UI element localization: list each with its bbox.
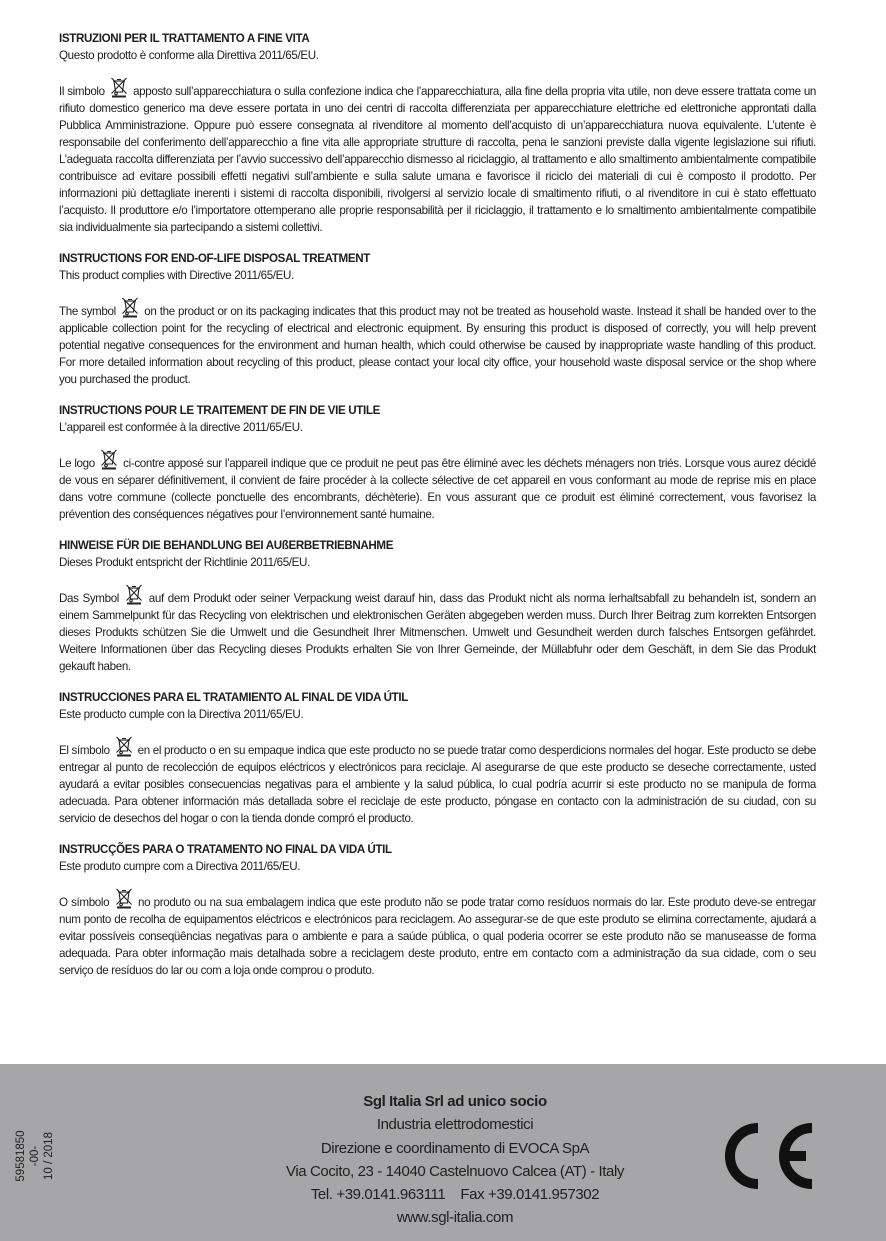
weee-bin-icon (121, 296, 139, 318)
ce-mark-icon (716, 1120, 816, 1192)
body-text: en el producto o en su empaque indica que este producto no se puede tratar como desperdicions normales del hogar. Este producto se debe entregar al punto de recolección de equipos eléctricos y electrónicos para reciclaje. Al asegurarse de que este producto se deseche correctamente, usted ayudará a evitar posibles consecuencias negativas para el ambiente y la salud pública, lo cual podría acurrir si este producto no se manipula de forma adecuada. Para obtener información más detallada sobre el reciclaje de este producto, póngase en contacto con la administración de su ciudad, con su servicio de desechos del hogar o con la tienda donde compró el producto. (59, 744, 816, 825)
section-spanish (59, 689, 816, 827)
weee-bin-icon (110, 76, 128, 98)
weee-bin-icon (125, 583, 143, 605)
section-directive: Este producto cumple con la Directiva 2011/65/EU. (59, 708, 304, 721)
weee-bin-icon (115, 887, 133, 909)
section-directive: Este produto cumpre com a Directiva 2011/65/EU. (59, 860, 301, 873)
section-directive: L’appareil est conformée à la directive 2011/65/EU. (59, 421, 303, 434)
section-body (59, 76, 816, 236)
section-directive: Questo prodotto è conforme alla Direttiva 2011/65/EU. (59, 49, 319, 62)
body-lead: Il simbolo (59, 85, 105, 98)
code-number: 59581850 (15, 1130, 27, 1182)
section-german (59, 537, 816, 675)
body-text: auf dem Produkt oder seiner Verpackung weist darauf hin, dass das Produkt nicht als norma lerhaltsabfall zu behandeln ist, sondern an einem Sammelpunkt für das Recycling von elektrischen und elektronischen Geräten abgegeben werden muss. Durch Ihrer Beitrag zum korrekten Entsorgen dieses Produkts schützen Sie die Umwelt und die Gesundheit Ihrer Mitmenschen. Umwelt und Gesundheit werden durch falsches Entsorgen gefährdet. Weitere Informationen über das Recycling dieses Produkts erhalten Sie von Ihrer Gemeinde, der Müllabfuhr oder dem Geschäft, in dem Sie das Produkt gekauft haben. (59, 592, 816, 673)
section-body (59, 735, 816, 827)
section-english (59, 250, 816, 388)
section-heading: INSTRUCTIONS POUR LE TRAITEMENT DE FIN DE VIE UTILE (59, 404, 380, 417)
body-lead: The symbol (59, 305, 116, 318)
code-date: 10 / 2018 (43, 1132, 55, 1180)
section-body (59, 583, 816, 675)
document-body (59, 30, 816, 993)
code-revision: -00- (29, 1145, 41, 1167)
section-directive: This product complies with Directive 2011/65/EU. (59, 269, 294, 282)
body-text: apposto sull’apparecchiatura o sulla confezione indica che l’apparecchiatura, alla fine della propria vita utile, non deve essere trattata come un rifiuto domestico generico ma deve essere portata in uno dei centri di raccolta differenziata per apparecchiature elettriche ed elettroniche approntati dalla Pubblica Amministrazione. Oppure può essere consegnata al rivenditore al momento dell’acquisto di un’apparecchiatura nuova equivalente. L’utente è responsabile del conferimento dell’apparecchio a fine vita alle appropriate strutture di raccolta, pena le sanzioni previste dalla vigente legislazione sui rifiuti. L’adeguata raccolta differenziata per l’avvio successivo dell’apparecchio dismesso al riciclaggio, al trattamento e allo smaltimento ambientalmente compatibile contribuisce ad evitare possibili effetti negativi sull’ambiente e sulla salute umana e favorisce il riciclo dei materiali di cui è composto il prodotto. Per informazioni più dettagliate inerenti i sistemi di raccolta disponibili, rivolgersi al servizio locale di smaltimento rifiuti, o al rivenditore in cui è stato effettuato l’acquisto. Il produttore e/o l’importatore ottemperano alle proprie responsabilità per il riciclaggio, il trattamento e lo smaltimento ambientalmente compatibile sia individualmente sia partecipando a sistemi collettivi. (59, 85, 817, 234)
section-italian (59, 30, 816, 236)
company-name: Sgl Italia Srl ad unico socio (363, 1093, 547, 1110)
section-directive: Dieses Produkt entspricht der Richtlinie 2011/65/EU. (59, 556, 310, 569)
body-lead: O símbolo (59, 896, 110, 909)
body-lead: El símbolo (59, 744, 110, 757)
body-lead: Das Symbol (59, 592, 120, 605)
section-heading: INSTRUCCIONES PARA EL TRATAMIENTO AL FINAL DE VIDA ÚTIL (59, 691, 408, 704)
company-phone-fax: Tel. +39.0141.963111 Fax +39.0141.957302 (310, 1186, 600, 1204)
company-industry: Industria elettrodomestici (376, 1116, 534, 1134)
company-info (180, 1090, 730, 1230)
body-text: on the product or on its packaging indicates that this product may not be treated as household waste. Instead it shall be handed over to the applicable collection point for the recycling of electrical and electronic equipment. By ensuring this product is disposed of correctly, you will help prevent potential negative consequences for the environment and human health, which could otherwise be caused by inappropriate waste handling of this product. For more detailed information about recycling of this product, please contact your local city office, your household waste disposal service or the shop where you purchased the product. (59, 305, 817, 386)
section-heading: ISTRUZIONI PER IL TRATTAMENTO A FINE VITA (59, 32, 310, 45)
body-lead: Le logo (59, 457, 95, 470)
section-heading: INSTRUCÇÕES PARA O TRATAMENTO NO FINAL DA VIDA ÚTIL (59, 843, 392, 856)
body-text: ci-contre apposé sur l’appareil indique que ce produit ne peut pas être éliminé avec les déchets ménagers non triés. Lorsque vous aurez décidé de vous en séparer définitivement, il convient de faire procéder à la collecte sélective de cet appareil en vous conformant au mode de reprise mis en place dans votre commune (collecte ponctuelle des encombrants, déchèterie). En vous assurant que ce produit est éliminé correctement, vous favorisez la prévention des conséquences négatives pour l’environnement santé humaine. (59, 457, 816, 521)
section-heading: HINWEISE FÜR DIE BEHANDLUNG BEI AUßERBETRIEBNAHME (59, 539, 394, 552)
company-address: Via Cocito, 23 - 14040 Castelnuovo Calcea (AT) - Italy (285, 1162, 625, 1180)
section-french (59, 402, 816, 523)
weee-bin-icon (115, 735, 133, 757)
section-body (59, 887, 816, 979)
section-body (59, 448, 816, 523)
company-website: www.sgl-italia.com (396, 1209, 514, 1227)
company-direction: Direzione e coordinamento di EVOCA SpA (320, 1139, 590, 1157)
section-heading: INSTRUCTIONS FOR END-OF-LIFE DISPOSAL TREATMENT (59, 252, 370, 265)
body-text: no produto ou na sua embalagem indica que este produto não se pode tratar como resíduos normais do lar. Este produto deve-se entregar num ponto de recolha de equipamentos eléctricos e electrónicos para reciclagem. Ao assegurar-se de que este produto se elimina correctamente, ajudará a evitar possíveis conseqüências negativas para o ambiente e para a saúde pública, o qual poderia ocorrer se este produto não se manuseasse de forma adequada. Para obter informação mais detalhada sobre a reciclagem deste produto, entre em contacto com a administração da sua cidade, com o seu serviço de resíduos do lar ou com a loja onde comprou o produto. (59, 896, 816, 977)
section-body (59, 296, 816, 388)
weee-bin-icon (100, 448, 118, 470)
section-portuguese (59, 841, 816, 979)
document-code (14, 1106, 84, 1206)
